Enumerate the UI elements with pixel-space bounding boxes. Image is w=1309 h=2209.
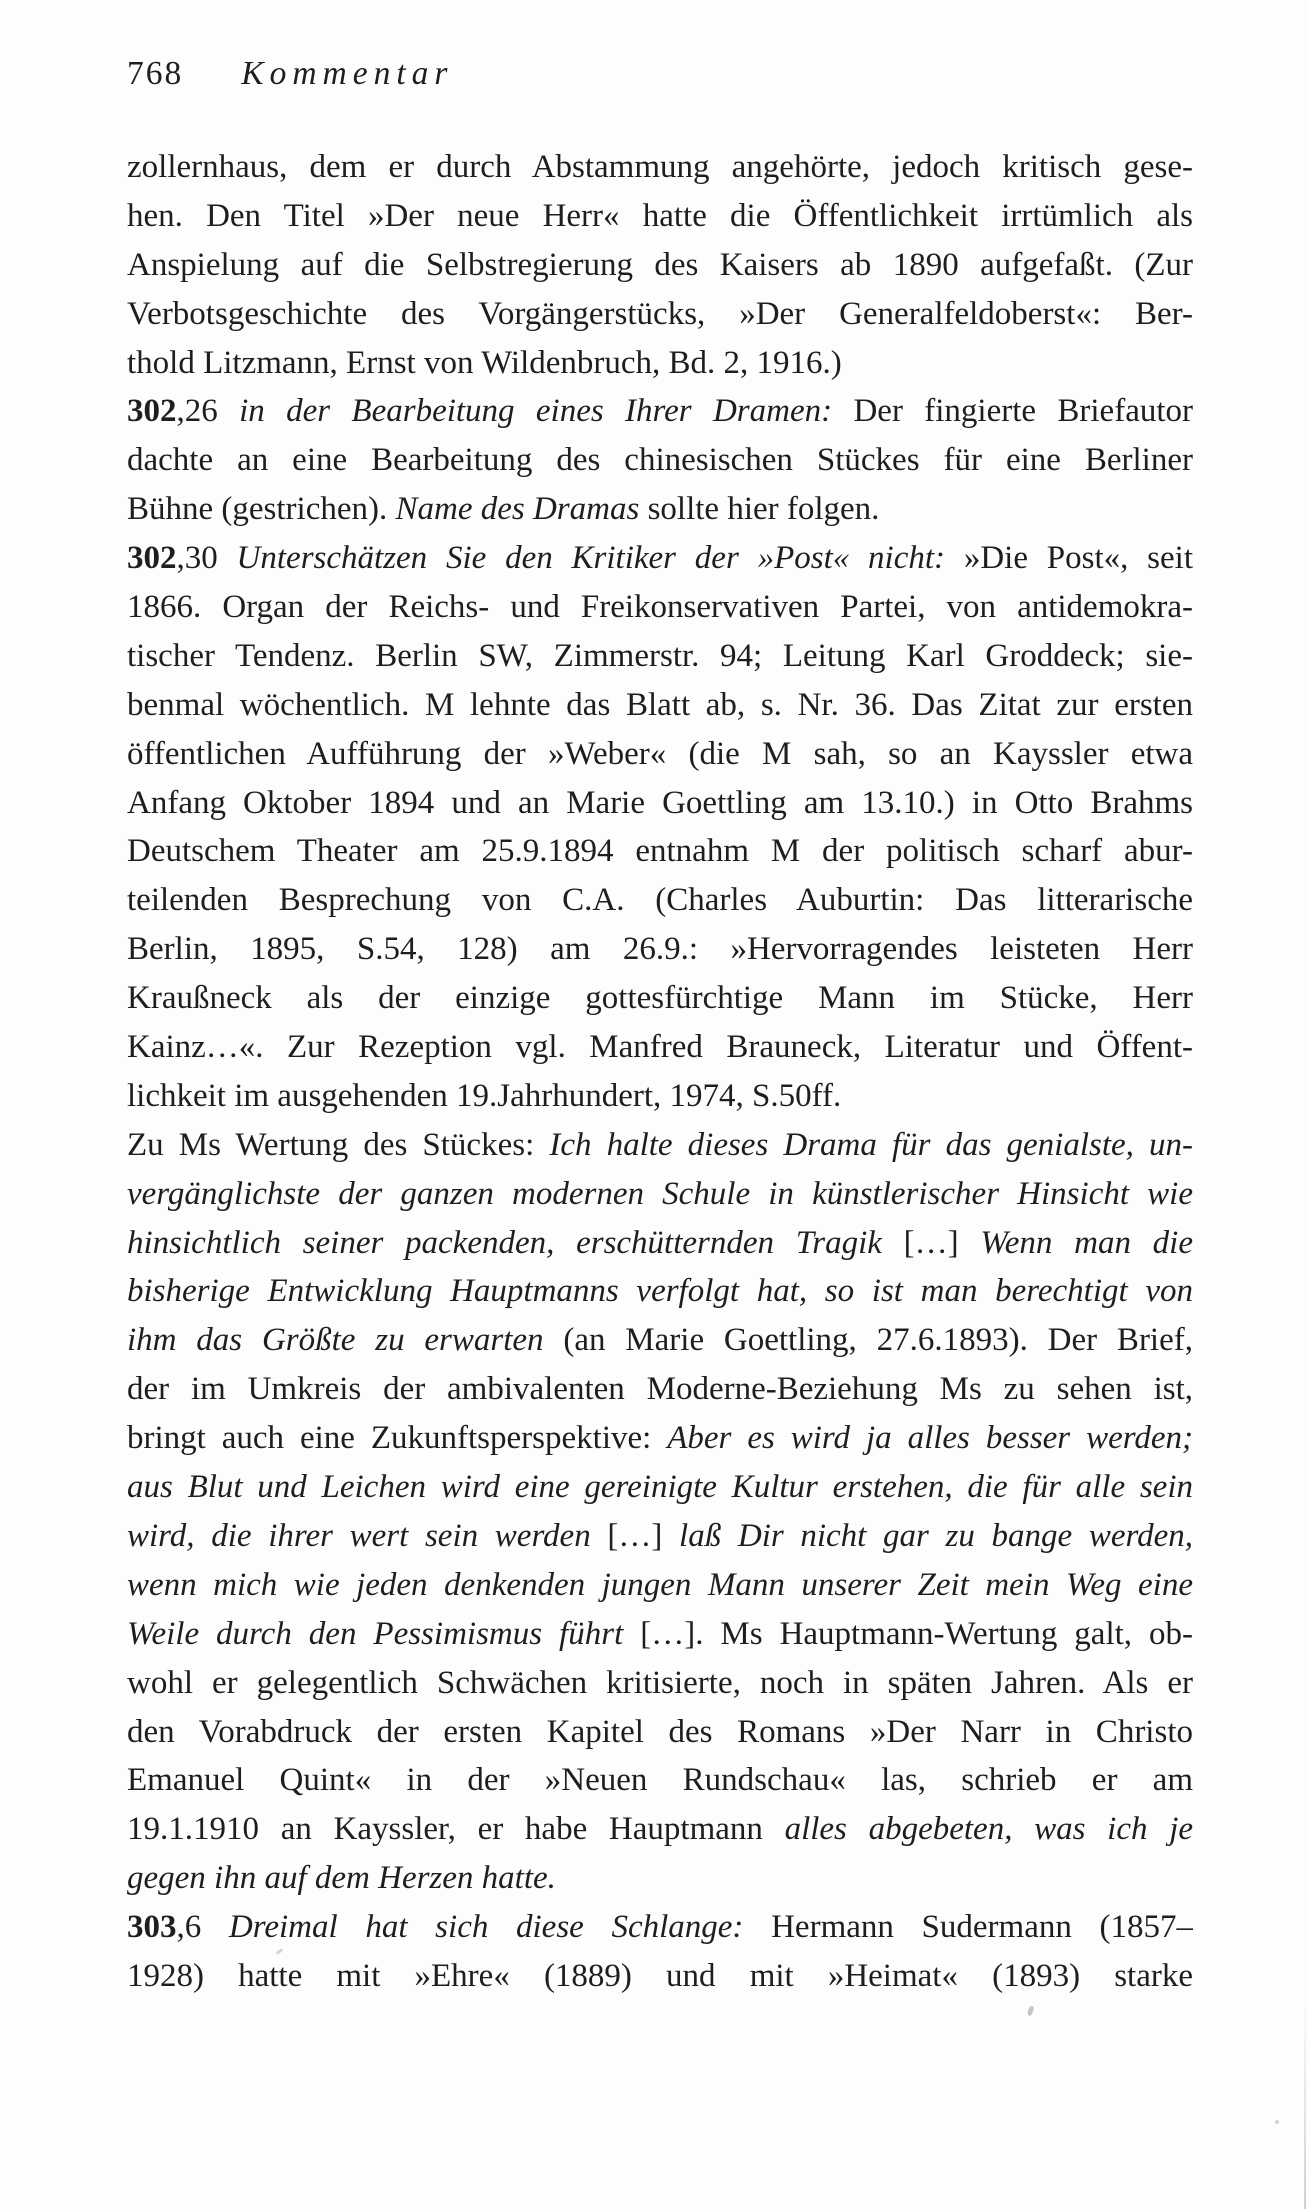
text-line: wohl er gelegentlich Schwächen kritisierte, noch in späten Jahren. Als er bbox=[127, 1664, 1193, 1701]
text-line: dachte an eine Bearbeitung des chinesischen Stückes für eine Berliner bbox=[127, 442, 1193, 479]
running-header bbox=[127, 52, 453, 96]
text-line: 302,30 Unterschätzen Sie den Kritiker der »Post« nicht: »Die Post«, seit bbox=[127, 540, 1193, 577]
text-line: aus Blut und Leichen wird eine gereinigte Kultur erstehen, die für alle sein bbox=[127, 1469, 1193, 1506]
text-line: Weile durch den Pessimismus führt […]. Ms Hauptmann-Wertung galt, ob- bbox=[127, 1615, 1193, 1652]
text-line: der im Umkreis der ambivalenten Moderne-Beziehung Ms zu sehen ist, bbox=[127, 1371, 1193, 1408]
text-line: bringt auch eine Zukunftsperspektive: Aber es wird ja alles besser werden; bbox=[127, 1420, 1193, 1457]
text-line: Emanuel Quint« in der »Neuen Rundschau« las, schrieb er am bbox=[127, 1762, 1193, 1799]
text-line: gegen ihn auf dem Herzen hatte. bbox=[127, 1860, 556, 1897]
text-line: vergänglichste der ganzen modernen Schule in künstlerischer Hinsicht wie bbox=[127, 1175, 1193, 1212]
text-line: tischer Tendenz. Berlin SW, Zimmerstr. 94; Leitung Karl Groddeck; sie- bbox=[127, 637, 1193, 674]
text-line: Kraußneck als der einzige gottesfürchtige Mann im Stücke, Herr bbox=[127, 980, 1193, 1017]
text-line: zollernhaus, dem er durch Abstammung angehörte, jedoch kritisch gese- bbox=[127, 149, 1193, 185]
text-line: thold Litzmann, Ernst von Wildenbruch, Bd. 2, 1916.) bbox=[127, 344, 842, 381]
text-line: Anspielung auf die Selbstregierung des Kaisers ab 1890 aufgefaßt. (Zur bbox=[127, 246, 1193, 283]
text-line: bisherige Entwicklung Hauptmanns verfolgt hat, so ist man berechtigt von bbox=[127, 1273, 1193, 1310]
text-line: Deutschem Theater am 25.9.1894 entnahm M der politisch scharf abur- bbox=[127, 833, 1193, 870]
text-line: Zu Ms Wertung des Stückes: Ich halte dieses Drama für das genialste, un- bbox=[127, 1126, 1193, 1163]
page-number: 768 bbox=[127, 55, 184, 92]
text-line: Berlin, 1895, S.54, 128) am 26.9.: »Hervorragendes leisteten Herr bbox=[127, 931, 1193, 968]
text-line: 303,6 Dreimal hat sich diese Schlange: Hermann Sudermann (1857– bbox=[127, 1909, 1193, 1946]
text-line: teilenden Besprechung von C.A. (Charles Auburtin: Das litterarische bbox=[127, 882, 1193, 919]
text-line: den Vorabdruck der ersten Kapitel des Romans »Der Narr in Christo bbox=[127, 1713, 1193, 1750]
text-line: hen. Den Titel »Der neue Herr« hatte die Öffentlichkeit irrtümlich als bbox=[127, 197, 1193, 234]
text-line: 19.1.1910 an Kayssler, er habe Hauptmann alles abgebeten, was ich je bbox=[127, 1811, 1193, 1848]
text-line: wenn mich wie jeden denkenden jungen Mann unserer Zeit mein Weg eine bbox=[127, 1566, 1193, 1603]
text-line: 302,26 in der Bearbeitung eines Ihrer Dramen: Der fingierte Briefautor bbox=[127, 393, 1193, 430]
commentary-text bbox=[127, 143, 1193, 2001]
text-line: Anfang Oktober 1894 und an Marie Goettling am 13.10.) in Otto Brahms bbox=[127, 784, 1193, 821]
text-line: Bühne (gestrichen). Name des Dramas sollte hier folgen. bbox=[127, 491, 880, 528]
scan-edge-shadow bbox=[1304, 1990, 1306, 2209]
text-line: 1928) hatte mit »Ehre« (1889) und mit »Heimat« (1893) starke bbox=[127, 1957, 1193, 1994]
text-line: Kainz…«. Zur Rezeption vgl. Manfred Brauneck, Literatur und Öffent- bbox=[127, 1029, 1193, 1066]
scan-speck bbox=[1275, 2120, 1279, 2124]
text-line: Verbotsgeschichte des Vorgängerstücks, »Der Generalfeldoberst«: Ber- bbox=[127, 295, 1193, 332]
text-line: hinsichtlich seiner packenden, erschütternden Tragik […] Wenn man die bbox=[127, 1224, 1193, 1261]
text-line: 1866. Organ der Reichs- und Freikonservativen Partei, von antidemokra- bbox=[127, 589, 1193, 626]
running-title: Kommentar bbox=[241, 55, 454, 92]
text-line: ihm das Größte zu erwarten (an Marie Goettling, 27.6.1893). Der Brief, bbox=[127, 1322, 1193, 1359]
text-line: öffentlichen Aufführung der »Weber« (die M sah, so an Kayssler etwa bbox=[127, 735, 1193, 772]
scan-speck bbox=[1027, 2005, 1035, 2016]
text-line: lichkeit im ausgehenden 19.Jahrhundert, 1974, S.50ff. bbox=[127, 1077, 842, 1114]
text-line: wird, die ihrer wert sein werden […] laß Dir nicht gar zu bange werden, bbox=[127, 1517, 1193, 1554]
text-line: benmal wöchentlich. M lehnte das Blatt ab, s. Nr. 36. Das Zitat zur ersten bbox=[127, 686, 1193, 723]
